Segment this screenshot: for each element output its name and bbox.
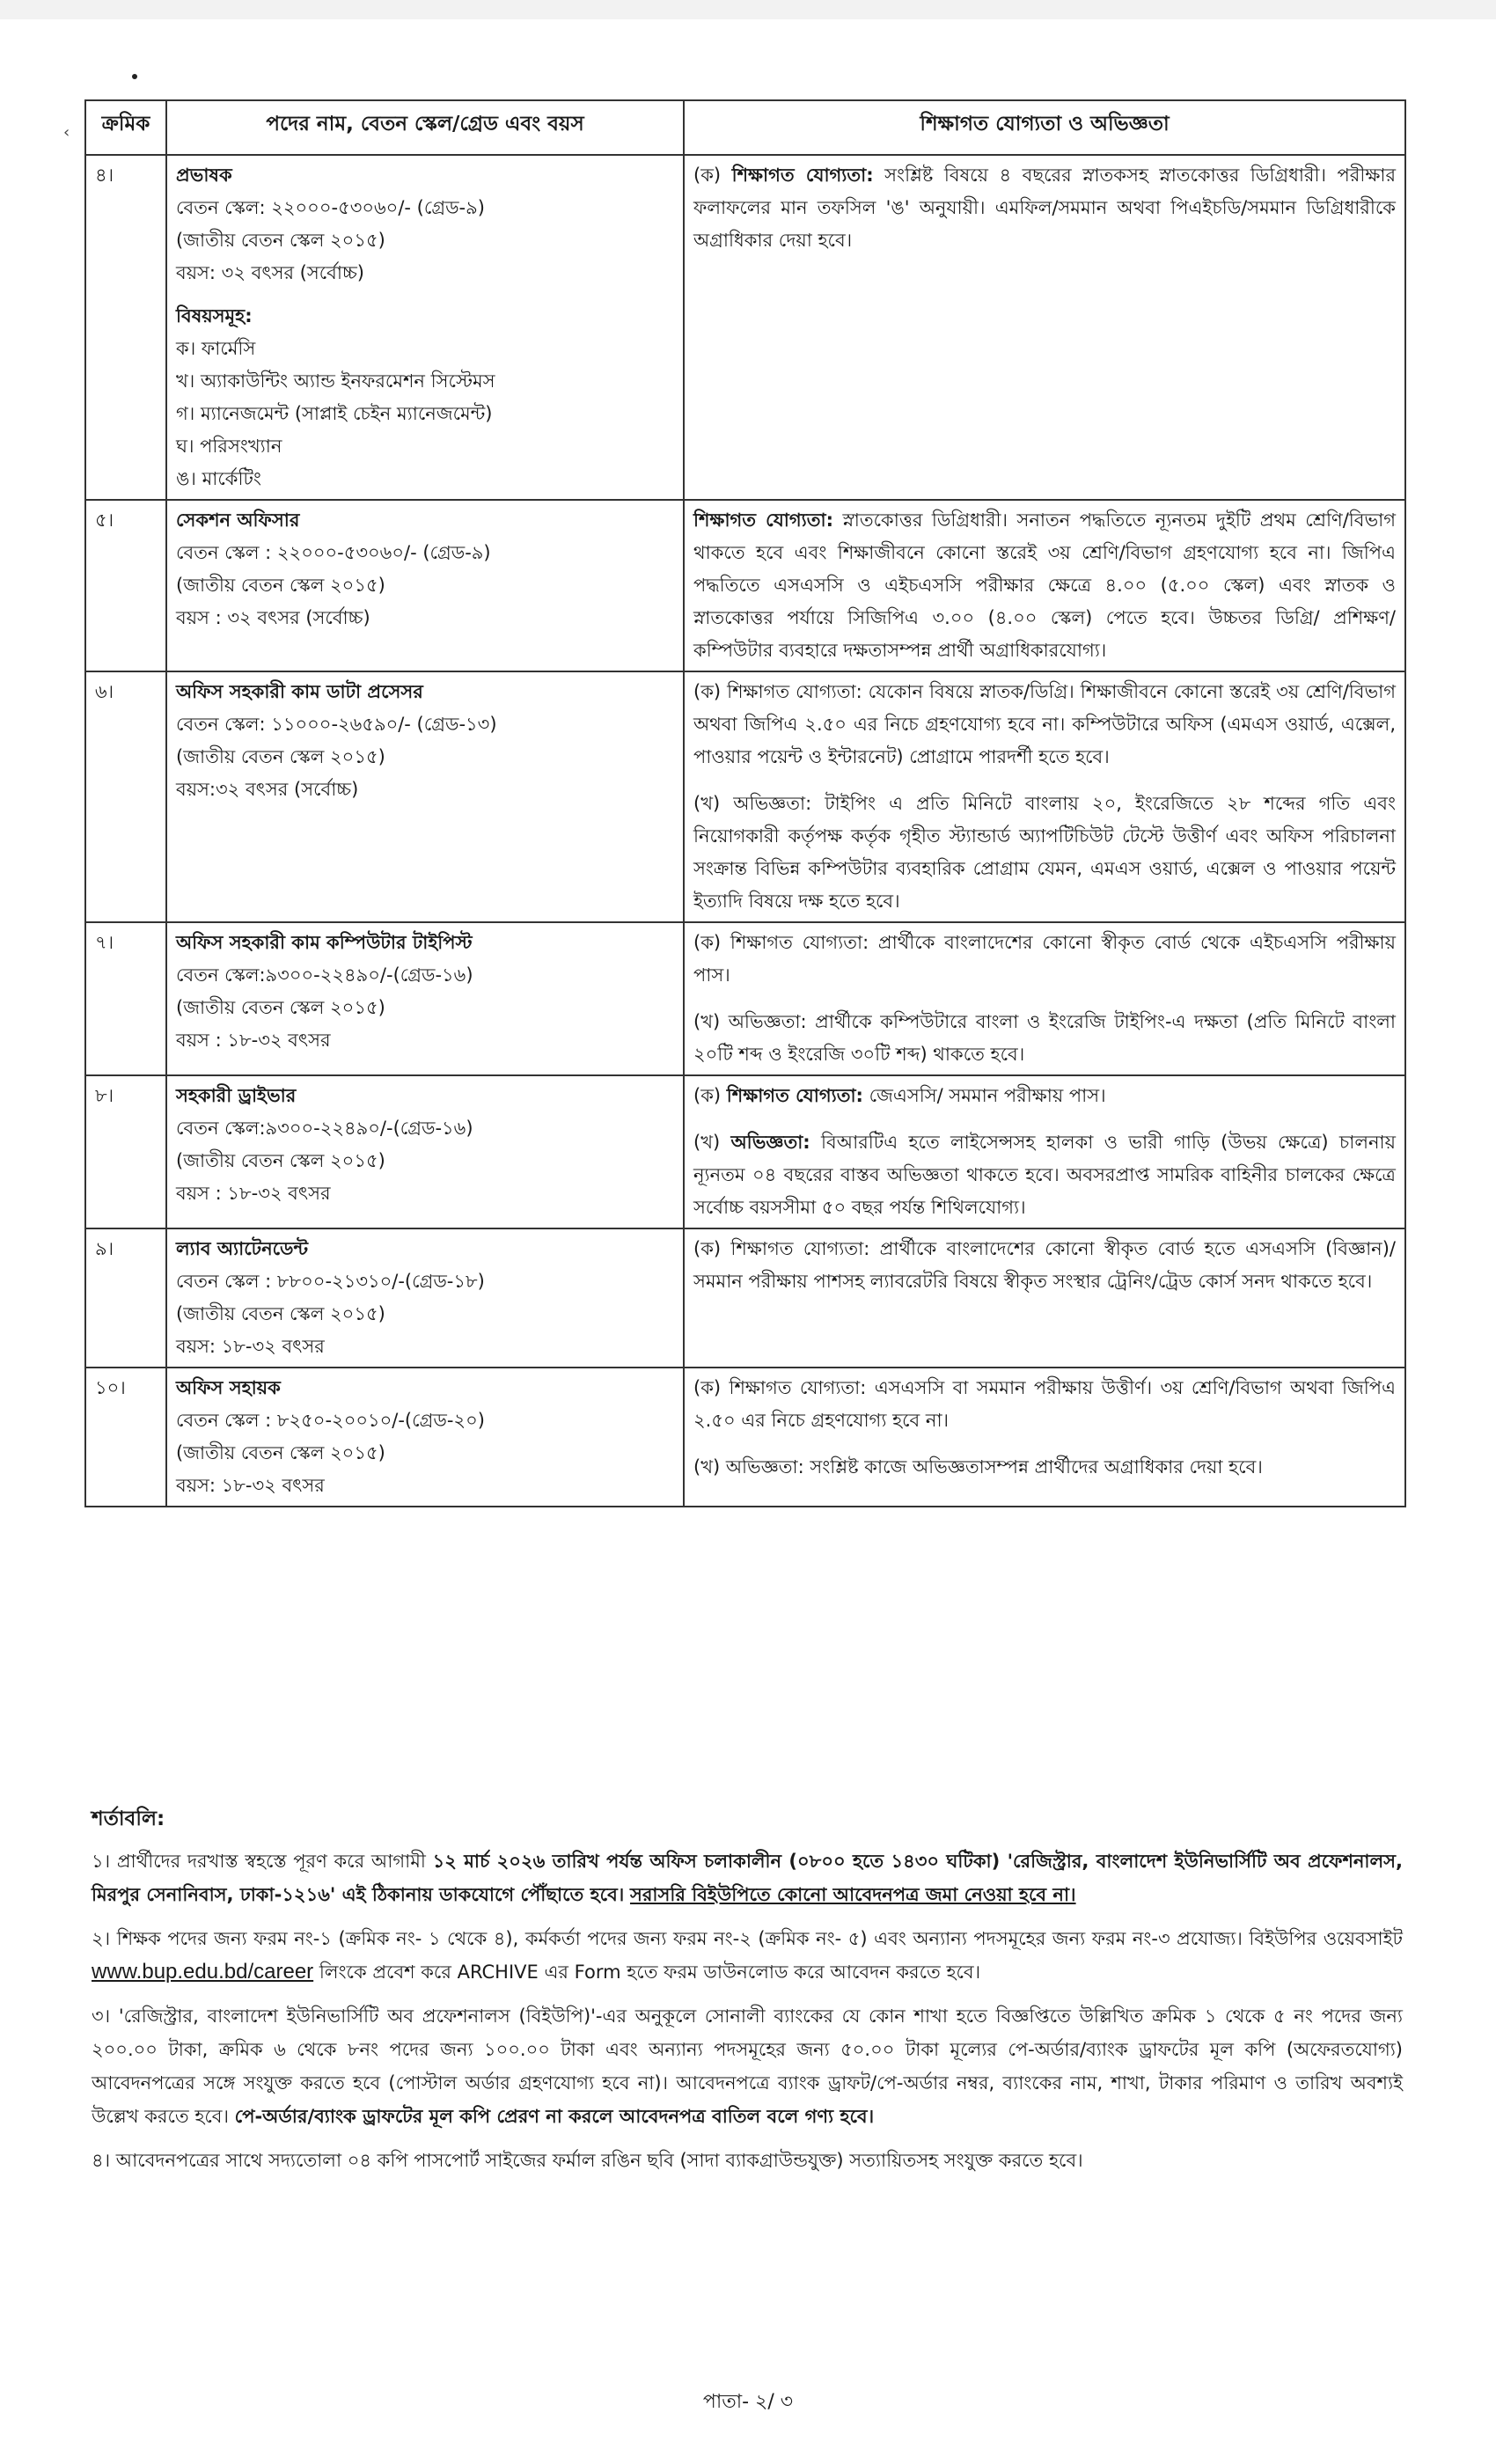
post-title: প্রভাষক	[176, 165, 232, 186]
header-qualification: শিক্ষাগত যোগ্যতা ও অভিজ্ঞতা	[684, 100, 1405, 155]
header-serial: ক্রমিক	[85, 100, 166, 155]
post-title: অফিস সহকারী কাম কম্পিউটার টাইপিস্ট	[176, 932, 473, 953]
qualification-paragraph	[693, 788, 1396, 918]
post-title: অফিস সহায়ক	[176, 1377, 281, 1398]
term-4: ৪। আবেদনপত্রের সাথে সদ্যতোলা ০৪ কপি পাসপোর্ট সাইজের ফর্মাল রঙিন ছবি (সাদা ব্যাকগ্রাউন্ডযুক্ত) সত্যায়িতসহ সংযুক্ত করতে হবে।	[92, 2150, 1083, 2171]
header-post: পদের নাম, বেতন স্কেল/গ্রেড এবং বয়স	[166, 100, 684, 155]
term-1	[92, 1844, 1403, 1911]
term-2-text-end: লিংকে প্রবেশ করে ARCHIVE এর Form হতে ফরম ডাউনলোড করে আবেদন করতে হবে।	[313, 1962, 981, 1983]
post-title: সেকশন অফিসার	[176, 510, 300, 531]
subject-item: ক। ফার্মেসি	[176, 338, 256, 359]
term-3-text: ৩। 'রেজিস্ট্রার, বাংলাদেশ ইউনিভার্সিটি অব প্রফেশনালস (বিইউপি)'-এর অনুকূলে সোনালী ব্যাংকের যে কোন শাখা হতে বিজ্ঞপ্তিতে উল্লিখিত ক্রমিক ১ থেকে ৫ নং পদের জন্য ২০০.০০ টাকা, ক্রমিক ৬ থেকে ৮নং পদের জন্য ১০০.০০ টাকা এবং অন্যান্য পদসমূহের জন্য ৫০.০০ টাকা মূল্যের পে-অর্ডার/ব্যাংক ড্রাফটের মূল কপি (অফেরতযোগ্য) আবেদনপত্রের সঙ্গে সংযুক্ত করতে হবে (পোস্টাল অর্ডার গ্রহণযোগ্য হবে না)। আবেদনপত্রে ব্যাংক ড্রাফট/পে-অর্ডার নম্বর, ব্যাংকের নাম, শাখা, টাকার পরিমাণ ও তারিখ অবশ্যই উল্লেখ করতে হবে।	[92, 2006, 1403, 2127]
qualification-prefix: (ক)	[693, 932, 730, 953]
terms-section	[92, 1802, 1403, 2188]
qualification-text: সংশ্লিষ্ট বিষয়ে ৪ বছরের স্নাতকসহ স্নাতকোত্তর ডিগ্রিধারী। পরীক্ষার ফলাফলের মান তফসিল 'ঙ' অনুযায়ী। এমফিল/সমমান অথবা পিএইচডি/সমমান ডিগ্রিধারীকে অগ্রাধিকার দেয়া হবে।	[693, 165, 1396, 251]
post-detail-line: বেতন স্কেল : ৮২৫০-২০০১০/-(গ্রেড-২০)	[176, 1410, 485, 1431]
subjects-heading: বিষয়সমূহ:	[176, 305, 253, 326]
post-detail-line: বেতন স্কেল:৯৩০০-২২৪৯০/-(গ্রেড-১৬)	[176, 1118, 473, 1139]
job-table	[84, 99, 1406, 1507]
term-1-text: ১। প্রার্থীদের দরখাস্ত স্বহস্তে পূরণ করে আগামী	[92, 1851, 433, 1872]
qualification-paragraph	[693, 1372, 1396, 1437]
margin-mark: ‹	[63, 123, 70, 142]
row-serial: ৪।	[85, 155, 166, 500]
term-2	[92, 1922, 1403, 1989]
post-detail-line: বেতন স্কেল : ২২০০০-৫৩০৬০/- (গ্রেড-৯)	[176, 542, 491, 563]
subject-item: ঙ। মার্কেটিং	[176, 468, 261, 489]
qualification-text: বিআরটিএ হতে লাইসেন্সসহ হালকা ও ভারী গাড়ি (উভয় ক্ষেত্রে) চালনায় ন্যূনতম ০৪ বছরের বাস্তব অভিজ্ঞতা থাকতে হবে। অবসরপ্রাপ্ত সামরিক বাহিনীর চালকের ক্ষেত্রে সর্বোচ্চ বয়সসীমা ৫০ বছর পর্যন্ত শিথিলযোগ্য।	[693, 1132, 1396, 1218]
table-header-row	[85, 100, 1405, 155]
row-post-info	[166, 1368, 684, 1507]
term-3-warning: পে-অর্ডার/ব্যাংক ড্রাফটের মূল কপি প্রেরণ না করলে আবেদনপত্র বাতিল বলে গণ্য হবে।	[234, 2106, 875, 2127]
post-detail-line: বয়স:৩২ বৎসর (সর্বোচ্চ)	[176, 779, 359, 800]
post-detail-line: বয়স: ১৮-৩২ বৎসর	[176, 1475, 325, 1496]
qualification-prefix: (ক)	[693, 165, 732, 186]
post-title: ল্যাব অ্যাটেনডেন্ট	[176, 1238, 309, 1259]
qualification-text: জেএসসি/ সমমান পরীক্ষায় পাস।	[862, 1085, 1106, 1106]
qualification-paragraph	[693, 504, 1396, 667]
post-title: সহকারী ড্রাইভার	[176, 1085, 297, 1106]
subject-item: খ। অ্যাকাউন্টিং অ্যান্ড ইনফরমেশন সিস্টেমস	[176, 370, 495, 392]
qualification-prefix: (ক)	[693, 1377, 730, 1398]
term-1-deadline: ১২ মার্চ ২০২৬ তারিখ পর্যন্ত অফিস চলাকালীন (০৮০০ হতে ১৪৩০ ঘটিকা) 'রেজিস্ট্রার, বাংলাদেশ ইউনিভার্সিটি অব প্রফেশনালস, মিরপুর সেনানিবাস, ঢাকা-১২১৬' এই ঠিকানায় ডাকযোগে পৌঁছাতে হবে।	[92, 1851, 1403, 1905]
qualification-paragraph	[693, 1080, 1396, 1112]
qualification-text: শিক্ষাগত যোগ্যতা: প্রার্থীকে বাংলাদেশের কোনো স্বীকৃত বোর্ড থেকে এইচএসসি পরীক্ষায় পাস।	[693, 932, 1396, 986]
post-detail-line: বেতন স্কেল:৯৩০০-২২৪৯০/-(গ্রেড-১৬)	[176, 964, 473, 986]
table-row	[85, 922, 1405, 1075]
scan-edge	[0, 0, 1496, 19]
post-detail-line: বয়স: ১৮-৩২ বৎসর	[176, 1336, 325, 1357]
post-detail-line: (জাতীয় বেতন স্কেল ২০১৫)	[176, 746, 385, 767]
row-qualification	[684, 671, 1405, 922]
post-detail-line: (জাতীয় বেতন স্কেল ২০১৫)	[176, 1303, 385, 1324]
row-serial: ৯।	[85, 1228, 166, 1368]
qualification-text: অভিজ্ঞতা: টাইপিং এ প্রতি মিনিটে বাংলায় ২০, ইংরেজিতে ২৮ শব্দের গতি এবং নিয়োগকারী কর্তৃপক্ষ কর্তৃক গৃহীত স্ট্যান্ডার্ড অ্যাপটিচিউট টেস্টে উত্তীর্ণ এবং অফিস পরিচালনা সংক্রান্ত বিভিন্ন কম্পিউটার ব্যবহারিক প্রোগ্রাম যেমন, এমএস ওয়ার্ড, এক্সেল ও পাওয়ার পয়েন্ট ইত্যাদি বিষয়ে দক্ষ হতে হবে।	[693, 793, 1396, 912]
row-qualification	[684, 1228, 1405, 1368]
term-1-note: সরাসরি বিইউপিতে কোনো আবেদনপত্র জমা নেওয়া হবে না।	[629, 1884, 1076, 1905]
qualification-prefix: (খ)	[693, 1011, 729, 1032]
row-serial: ৬।	[85, 671, 166, 922]
row-qualification	[684, 1075, 1405, 1228]
qualification-label: শিক্ষাগত যোগ্যতা:	[726, 1085, 863, 1106]
qualification-paragraph	[693, 159, 1396, 257]
page-number: পাতা- ২/ ৩	[702, 2391, 794, 2413]
qualification-paragraph	[693, 1233, 1396, 1298]
qualification-label: শিক্ষাগত যোগ্যতা:	[731, 165, 874, 186]
post-detail-line: (জাতীয় বেতন স্কেল ২০১৫)	[176, 1150, 385, 1171]
qualification-label: অভিজ্ঞতা:	[730, 1132, 810, 1153]
post-detail-line: (জাতীয় বেতন স্কেল ২০১৫)	[176, 997, 385, 1018]
qualification-prefix: (খ)	[693, 1132, 731, 1153]
post-detail-line: বেতন স্কেল: ২২০০০-৫৩০৬০/- (গ্রেড-৯)	[176, 197, 485, 218]
post-detail-line: বেতন স্কেল : ৮৮০০-২১৩১০/-(গ্রেড-১৮)	[176, 1271, 485, 1292]
qualification-prefix: (ক)	[693, 681, 728, 702]
row-qualification	[684, 155, 1405, 500]
row-serial: ৫।	[85, 500, 166, 671]
post-detail-line: বয়স : ৩২ বৎসর (সর্বোচ্চ)	[176, 607, 370, 628]
qualification-label: শিক্ষাগত যোগ্যতা:	[693, 510, 833, 531]
post-detail-line: বয়স: ৩২ বৎসর (সর্বোচ্চ)	[176, 262, 364, 283]
qualification-prefix: (ক)	[693, 1085, 727, 1106]
row-serial: ১০।	[85, 1368, 166, 1507]
qualification-prefix: (ক)	[693, 1238, 731, 1259]
row-serial: ৮।	[85, 1075, 166, 1228]
post-detail-line: বয়স : ১৮-৩২ বৎসর	[176, 1183, 331, 1204]
scan-dot	[132, 74, 137, 79]
row-qualification	[684, 500, 1405, 671]
row-serial: ৭।	[85, 922, 166, 1075]
post-title: অফিস সহকারী কাম ডাটা প্রসেসর	[176, 681, 423, 702]
qualification-text: স্নাতকোত্তর ডিগ্রিধারী। সনাতন পদ্ধতিতে ন্যূনতম দুইটি প্রথম শ্রেণি/বিভাগ থাকতে হবে এবং শিক্ষাজীবনে কোনো স্তরেই ৩য় শ্রেণি/বিভাগ গ্রহণযোগ্য হবে না। জিপিএ পদ্ধতিতে এসএসসি ও এইচএসসি পরীক্ষার ক্ষেত্রে ৪.০০ (৫.০০ স্কেল) এবং স্নাতক ও স্নাতকোত্তর পর্যায়ে সিজিপিএ ৩.০০ (৪.০০ স্কেল) পেতে হবে। উচ্চতর ডিগ্রি/ প্রশিক্ষণ/ কম্পিউটার ব্যবহারে দক্ষতাসম্পন্ন প্রার্থী অগ্রাধিকারযোগ্য।	[693, 510, 1396, 661]
qualification-text: শিক্ষাগত যোগ্যতা: প্রার্থীকে বাংলাদেশের কোনো স্বীকৃত বোর্ড হতে এসএসসি (বিজ্ঞান)/সমমান পরীক্ষায় পাশসহ ল্যাবরেটরি বিষয়ে স্বীকৃত সংস্থার ট্রেনিং/ট্রেড কোর্স সনদ থাকতে হবে।	[693, 1238, 1396, 1292]
table-row	[85, 500, 1405, 671]
table-row	[85, 1368, 1405, 1507]
qualification-paragraph	[693, 1451, 1396, 1484]
post-detail-line: (জাতীয় বেতন স্কেল ২০১৫)	[176, 575, 385, 596]
post-detail-line: (জাতীয় বেতন স্কেল ২০১৫)	[176, 1442, 385, 1463]
terms-heading: শর্তাবলি:	[92, 1808, 165, 1830]
subject-item: ঘ। পরিসংখ্যান	[176, 436, 282, 457]
qualification-text: শিক্ষাগত যোগ্যতা: যেকোন বিষয়ে স্নাতক/ডিগ্রি। শিক্ষাজীবনে কোনো স্তরেই ৩য় শ্রেণি/বিভাগ অথবা জিপিএ ২.৫০ এর নিচে গ্রহণযোগ্য হবে না। কম্পিউটারে অফিস (এমএস ওয়ার্ড, এক্সেল, পাওয়ার পয়েন্ট ও ইন্টারনেট) প্রোগ্রামে পারদর্শী হতে হবে।	[693, 681, 1396, 767]
subject-item: গ। ম্যানেজমেন্ট (সাপ্লাই চেইন ম্যানেজমেন্ট)	[176, 403, 493, 424]
row-qualification	[684, 922, 1405, 1075]
table-row	[85, 1075, 1405, 1228]
term-1-space	[624, 1884, 630, 1905]
row-post-info	[166, 922, 684, 1075]
row-post-info	[166, 1228, 684, 1368]
table-row	[85, 671, 1405, 922]
row-post-info	[166, 155, 684, 500]
qualification-text: শিক্ষাগত যোগ্যতা: এসএসসি বা সমমান পরীক্ষায় উত্তীর্ণ। ৩য় শ্রেণি/বিভাগ অথবা জিপিএ ২.৫০ এর নিচে গ্রহণযোগ্য হবে না।	[693, 1377, 1396, 1431]
post-detail-line: (জাতীয় বেতন স্কেল ২০১৫)	[176, 230, 385, 251]
row-qualification	[684, 1368, 1405, 1507]
term-3	[92, 1999, 1403, 2133]
qualification-prefix: (খ)	[693, 1456, 726, 1478]
qualification-paragraph	[693, 927, 1396, 992]
post-detail-line: বয়স : ১৮-৩২ বৎসর	[176, 1030, 331, 1051]
qualification-prefix: (খ)	[693, 793, 734, 814]
career-link[interactable]: www.bup.edu.bd/career	[92, 1960, 314, 1984]
row-post-info	[166, 671, 684, 922]
row-post-info	[166, 1075, 684, 1228]
qualification-paragraph	[693, 1126, 1396, 1224]
term-2-text: ২। শিক্ষক পদের জন্য ফরম নং-১ (ক্রমিক নং- ১ থেকে ৪), কর্মকর্তা পদের জন্য ফরম নং-২ (ক্রমিক নং- ৫) এবং অন্যান্য পদসমূহের জন্য ফরম নং-৩ প্রযোজ্য। বিইউপির ওয়েবসাইট	[92, 1928, 1403, 1949]
qualification-paragraph	[693, 1006, 1396, 1071]
table-row	[85, 1228, 1405, 1368]
qualification-text: অভিজ্ঞতা: প্রার্থীকে কম্পিউটারে বাংলা ও ইংরেজি টাইপিং-এ দক্ষতা (প্রতি মিনিটে বাংলা ২০টি শব্দ ও ইংরেজি ৩০টি শব্দ) থাকতে হবে।	[693, 1011, 1396, 1065]
qualification-paragraph	[693, 676, 1396, 774]
qualification-text: অভিজ্ঞতা: সংশ্লিষ্ট কাজে অভিজ্ঞতাসম্পন্ন প্রার্থীদের অগ্রাধিকার দেয়া হবে।	[725, 1456, 1263, 1478]
post-detail-line: বেতন স্কেল: ১১০০০-২৬৫৯০/- (গ্রেড-১৩)	[176, 714, 497, 735]
row-post-info	[166, 500, 684, 671]
table-row	[85, 155, 1405, 500]
